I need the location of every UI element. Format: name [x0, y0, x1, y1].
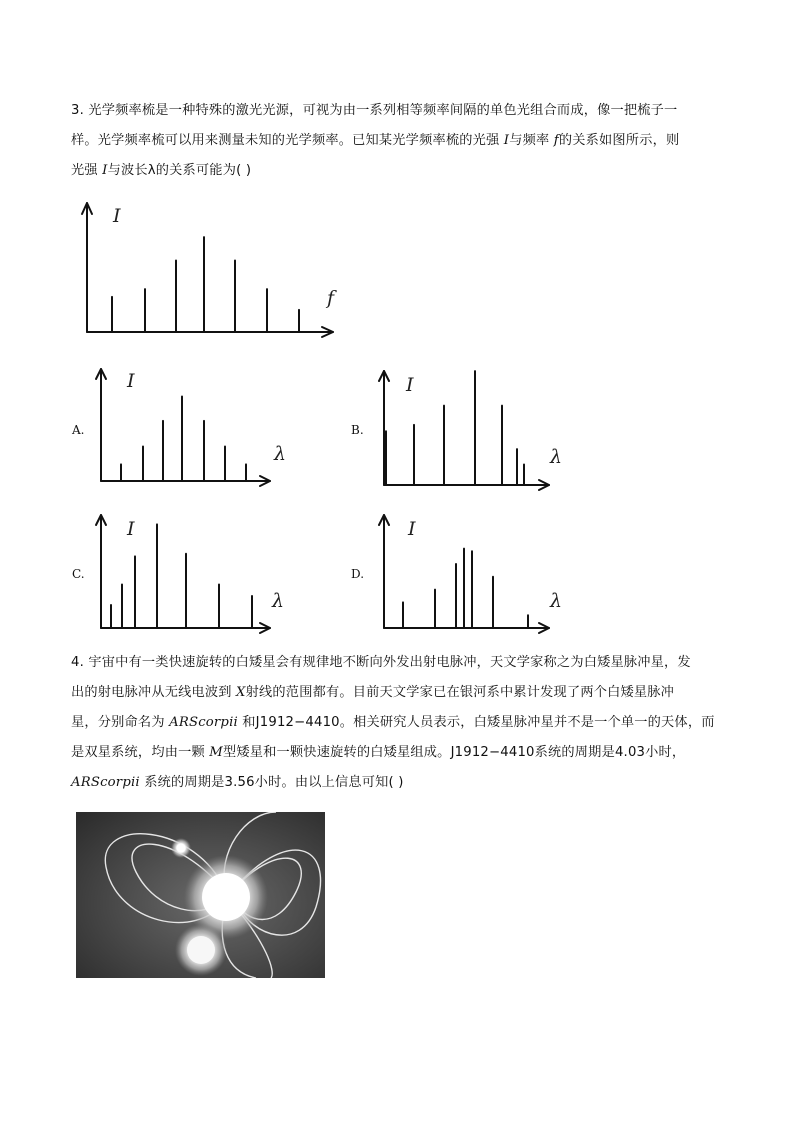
option-d-letter[interactable]: D. [351, 567, 365, 581]
option-c-letter[interactable]: C. [72, 567, 85, 581]
q4-line-1: 4. 宇宙中有一类快速旋转的白矮星会有规律地不断向外发出射电脉冲，天文学家称之为白矮星脉冲星，发 [71, 655, 691, 670]
small-star [177, 844, 186, 853]
q4-line-2: 出的射电脉冲从无线电波到 X射线的范围都有。目前天文学家已在银河系中累计发现了两个白矮星脉冲 [71, 685, 675, 700]
companion-star [187, 936, 215, 964]
x-axis-label: λ [274, 443, 287, 465]
x-axis-label: λ [272, 590, 285, 612]
y-axis-label: I [127, 518, 135, 540]
q3-line-3: 光强 I与波长λ的关系可能为( ) [71, 163, 252, 178]
q4-line-3: 星，分别命名为 ARScorpii 和J1912−4410。相关研究人员表示，白矮星脉冲星并不是一个单一的天体，而 [71, 715, 715, 730]
x-axis-label: λ [550, 590, 563, 612]
y-axis-label: I [408, 518, 416, 540]
white-dwarf [202, 873, 250, 921]
q3-line-2: 样。光学频率梳可以用来测量未知的光学频率。已知某光学频率梳的光强 I与频率 f的关系如图所示，则 [71, 133, 680, 148]
y-axis-label: I [406, 374, 414, 396]
q4-line-4: 是双星系统，均由一颗 M型矮星和一颗快速旋转的白矮星组成。J1912−4410系统的周期是4.03小时， [71, 745, 686, 760]
x-axis-label: f [327, 287, 335, 309]
bar-group [403, 549, 528, 628]
star-illustration [76, 812, 325, 978]
q3-line-1: 3. 光学频率梳是一种特殊的激光光源，可视为由一系列相等频率间隔的单色光组合而成，像一把梳子一 [71, 103, 678, 118]
q4-line-5: ARScorpii 系统的周期是3.56小时。由以上信息可知( ) [71, 775, 404, 790]
option-a-letter[interactable]: A. [72, 423, 85, 437]
question-4 [71, 648, 721, 798]
y-axis-label: I [127, 370, 135, 392]
option-b-letter[interactable]: B. [351, 423, 364, 437]
y-axis-label: I [113, 205, 121, 227]
white-dwarf-pulsar-image [76, 812, 325, 978]
x-axis-label: λ [550, 446, 563, 468]
